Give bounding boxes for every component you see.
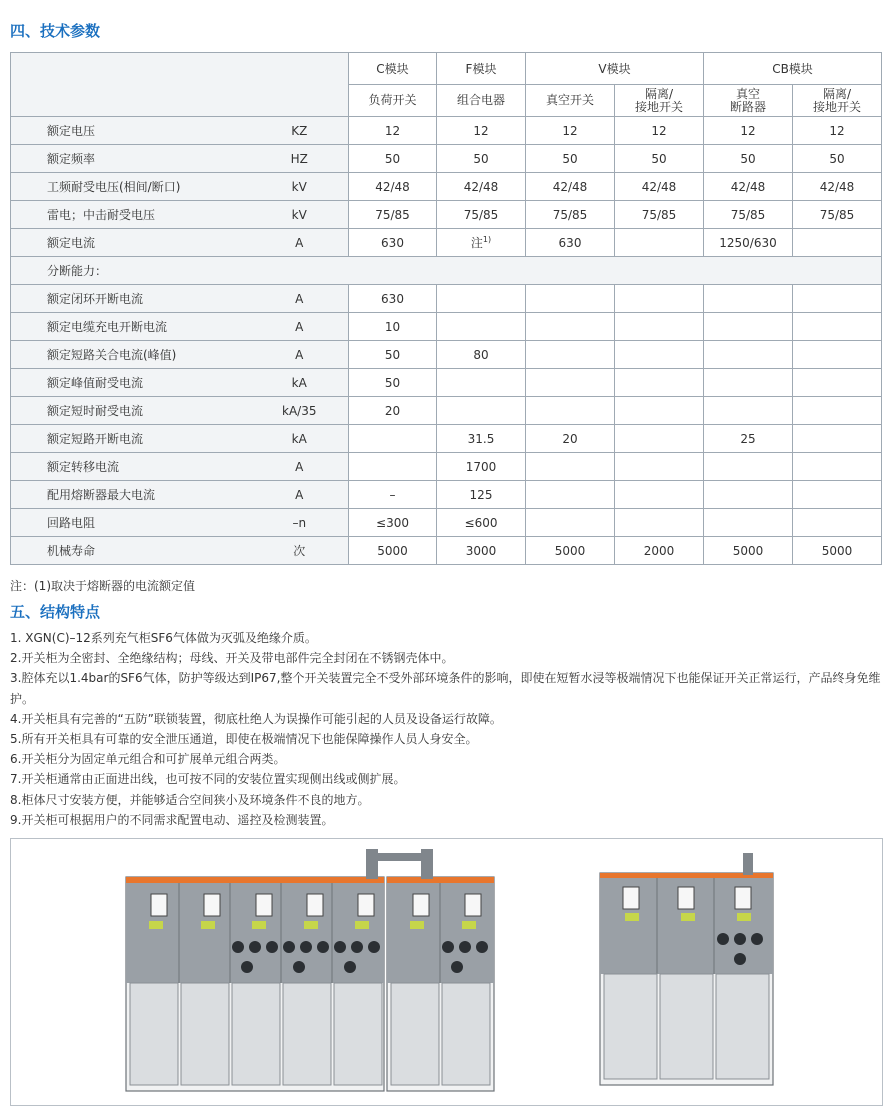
value-cell: ≤600	[437, 509, 526, 537]
feature-item: 7.开关柜通常由正面进出线，也可按不同的安装位置实现侧出线或侧扩展。	[10, 772, 406, 787]
table-row	[11, 117, 882, 145]
feature-item: 6.开关柜分为固定单元组合和可扩展单元组合两类。	[10, 752, 286, 767]
table-row	[11, 509, 882, 537]
value-cell	[793, 425, 882, 453]
parameter-name: 额定转移电流	[11, 453, 251, 481]
function-header: 组合电器	[437, 85, 526, 117]
value-cell	[793, 229, 882, 257]
value-cell: 31.5	[437, 425, 526, 453]
module-header: V模块	[526, 53, 704, 85]
value-cell	[615, 285, 704, 313]
value-cell: ≤300	[349, 509, 437, 537]
feature-item: 1. XGN(C)–12系列充气柜SF6气体做为灭弧及绝缘介质。	[10, 631, 317, 645]
parameter-unit: kA/35	[251, 397, 349, 425]
value-cell: 50	[437, 145, 526, 173]
table-footnote: 注：(1)取决于熔断器的电流额定值	[10, 579, 195, 593]
value-cell: 42/48	[349, 173, 437, 201]
value-cell	[615, 229, 704, 257]
parameter-name: 雷电；中击耐受电压	[11, 201, 251, 229]
parameter-name: 额定频率	[11, 145, 251, 173]
value-cell	[793, 397, 882, 425]
value-cell: 20	[526, 425, 615, 453]
value-cell	[526, 341, 615, 369]
parameter-name: 机械寿命	[11, 537, 251, 565]
value-cell	[704, 481, 793, 509]
value-cell: 75/85	[437, 201, 526, 229]
value-cell: 5000	[793, 537, 882, 565]
value-cell: 2000	[615, 537, 704, 565]
value-cell: 42/48	[615, 173, 704, 201]
value-cell	[793, 369, 882, 397]
value-cell: 5000	[349, 537, 437, 565]
table-row	[11, 313, 882, 341]
table-row	[11, 229, 882, 257]
parameter-name: 额定电缆充电开断电流	[11, 313, 251, 341]
product-image	[10, 838, 883, 1106]
value-cell: 注$^{1)}$	[437, 229, 526, 257]
table-corner	[11, 53, 349, 117]
value-cell	[615, 341, 704, 369]
module-header: CB模块	[704, 53, 882, 85]
value-cell	[526, 509, 615, 537]
value-cell	[615, 481, 704, 509]
table-row	[11, 341, 882, 369]
value-cell: 630	[526, 229, 615, 257]
parameter-unit: kV	[251, 201, 349, 229]
parameter-name: 工频耐受电压(相间/断口)	[11, 173, 251, 201]
value-cell: 5000	[704, 537, 793, 565]
table-row	[11, 537, 882, 565]
value-cell: 50	[615, 145, 704, 173]
value-cell: 5000	[526, 537, 615, 565]
value-cell: 10	[349, 313, 437, 341]
value-cell	[615, 425, 704, 453]
value-cell	[704, 313, 793, 341]
value-cell	[526, 313, 615, 341]
parameter-name: 额定短时耐受电流	[11, 397, 251, 425]
value-cell: 75/85	[526, 201, 615, 229]
value-cell: 50	[349, 341, 437, 369]
value-cell	[526, 397, 615, 425]
value-cell	[704, 397, 793, 425]
value-cell: 630	[349, 229, 437, 257]
table-row	[11, 145, 882, 173]
section-title-features: 五、结构特点	[10, 603, 101, 621]
parameter-unit: A	[251, 341, 349, 369]
parameter-unit: A	[251, 453, 349, 481]
value-cell: 12	[704, 117, 793, 145]
feature-item: 4.开关柜具有完善的“五防”联锁装置，彻底杜绝人为误操作可能引起的人员及设备运行故障。	[10, 711, 502, 726]
function-header: 隔离/ 接地开关	[793, 85, 882, 117]
table-row	[11, 173, 882, 201]
value-cell: 1250/630	[704, 229, 793, 257]
value-cell: 1700	[437, 453, 526, 481]
value-cell	[349, 425, 437, 453]
value-cell: 75/85	[793, 201, 882, 229]
value-cell: 80	[437, 341, 526, 369]
value-cell: –	[349, 481, 437, 509]
value-cell: 42/48	[437, 173, 526, 201]
value-cell	[793, 453, 882, 481]
value-cell	[793, 481, 882, 509]
value-cell: 42/48	[704, 173, 793, 201]
value-cell	[349, 453, 437, 481]
parameter-unit: kV	[251, 173, 349, 201]
value-cell: 50	[704, 145, 793, 173]
parameter-unit: kA	[251, 369, 349, 397]
switchgear-illustration	[11, 839, 882, 1105]
value-cell: 25	[704, 425, 793, 453]
value-cell	[615, 453, 704, 481]
section-label: 分断能力：	[11, 257, 882, 285]
section-title-specs: 四、技术参数	[10, 22, 101, 40]
value-cell: 75/85	[349, 201, 437, 229]
table-row	[11, 453, 882, 481]
parameter-name: 回路电阻	[11, 509, 251, 537]
value-cell	[793, 509, 882, 537]
parameter-unit: –n	[251, 509, 349, 537]
feature-item: 3.腔体充以1.4bar的SF6气体，防护等级达到IP67,整个开关装置完全不受外部环境条件的影响，即使在短暂水浸等极端情况下也能保证开关正常运行，产品终身免维护。	[10, 671, 881, 706]
feature-item: 9.开关柜可根据用户的不同需求配置电动、遥控及检测装置。	[10, 812, 334, 827]
value-cell	[526, 481, 615, 509]
parameter-name: 额定闭环开断电流	[11, 285, 251, 313]
parameter-unit: A	[251, 481, 349, 509]
value-cell	[704, 509, 793, 537]
function-header: 隔离/ 接地开关	[615, 85, 704, 117]
function-header: 负荷开关	[349, 85, 437, 117]
value-cell: 12	[349, 117, 437, 145]
value-cell	[704, 285, 793, 313]
value-cell	[526, 285, 615, 313]
parameter-name: 配用熔断器最大电流	[11, 481, 251, 509]
footnote-marker: 1)	[482, 235, 492, 244]
parameter-unit: kA	[251, 425, 349, 453]
table-row	[11, 285, 882, 313]
value-cell	[526, 369, 615, 397]
feature-item: 8.柜体尺寸安装方便，并能够适合空间狭小及环境条件不良的地方。	[10, 792, 370, 807]
value-cell	[704, 341, 793, 369]
parameter-unit: 次	[251, 537, 349, 565]
parameter-unit: A	[251, 229, 349, 257]
value-cell	[437, 369, 526, 397]
value-cell: 50	[526, 145, 615, 173]
value-cell: 75/85	[615, 201, 704, 229]
module-header: C模块	[349, 53, 437, 85]
switchgear-cabinet-small	[600, 853, 773, 1085]
table-row	[11, 425, 882, 453]
value-cell	[615, 509, 704, 537]
function-header: 真空 断路器	[704, 85, 793, 117]
parameter-name: 额定峰值耐受电流	[11, 369, 251, 397]
value-cell	[615, 313, 704, 341]
table-row	[11, 201, 882, 229]
value-cell: 42/48	[793, 173, 882, 201]
value-cell	[793, 341, 882, 369]
value-cell: 12	[437, 117, 526, 145]
table-row	[11, 481, 882, 509]
value-cell: 20	[349, 397, 437, 425]
value-cell: 3000	[437, 537, 526, 565]
value-cell: 125	[437, 481, 526, 509]
value-cell: 42/48	[526, 173, 615, 201]
value-cell	[704, 453, 793, 481]
value-cell	[437, 397, 526, 425]
parameter-unit: KZ	[251, 117, 349, 145]
value-cell: 50	[349, 369, 437, 397]
value-cell	[793, 285, 882, 313]
module-header: F模块	[437, 53, 526, 85]
table-row	[11, 257, 882, 285]
value-cell: 12	[793, 117, 882, 145]
value-cell	[704, 369, 793, 397]
table-row	[11, 397, 882, 425]
value-cell: 75/85	[704, 201, 793, 229]
parameter-unit: A	[251, 313, 349, 341]
value-cell	[615, 397, 704, 425]
parameter-name: 额定电流	[11, 229, 251, 257]
feature-item: 5.所有开关柜具有可靠的安全泄压通道，即使在极端情况下也能保障操作人员人身安全。	[10, 732, 478, 747]
function-header: 真空开关	[526, 85, 615, 117]
parameter-name: 额定短路关合电流(峰值)	[11, 341, 251, 369]
switchgear-cabinet-large	[126, 849, 494, 1091]
value-cell	[615, 369, 704, 397]
value-cell	[437, 285, 526, 313]
feature-item: 2.开关柜为全密封、全绝缘结构；母线、开关及带电部件完全封闭在不锈钢壳体中。	[10, 651, 454, 666]
value-cell	[437, 313, 526, 341]
value-cell: 12	[526, 117, 615, 145]
parameter-unit: HZ	[251, 145, 349, 173]
value-cell: 12	[615, 117, 704, 145]
table-row	[11, 369, 882, 397]
value-cell: 50	[349, 145, 437, 173]
spec-table	[10, 52, 882, 565]
parameter-name: 额定电压	[11, 117, 251, 145]
value-cell	[793, 313, 882, 341]
value-cell: 50	[793, 145, 882, 173]
value-cell	[526, 453, 615, 481]
parameter-name: 额定短路开断电流	[11, 425, 251, 453]
parameter-unit: A	[251, 285, 349, 313]
value-cell: 630	[349, 285, 437, 313]
feature-list	[10, 628, 882, 830]
